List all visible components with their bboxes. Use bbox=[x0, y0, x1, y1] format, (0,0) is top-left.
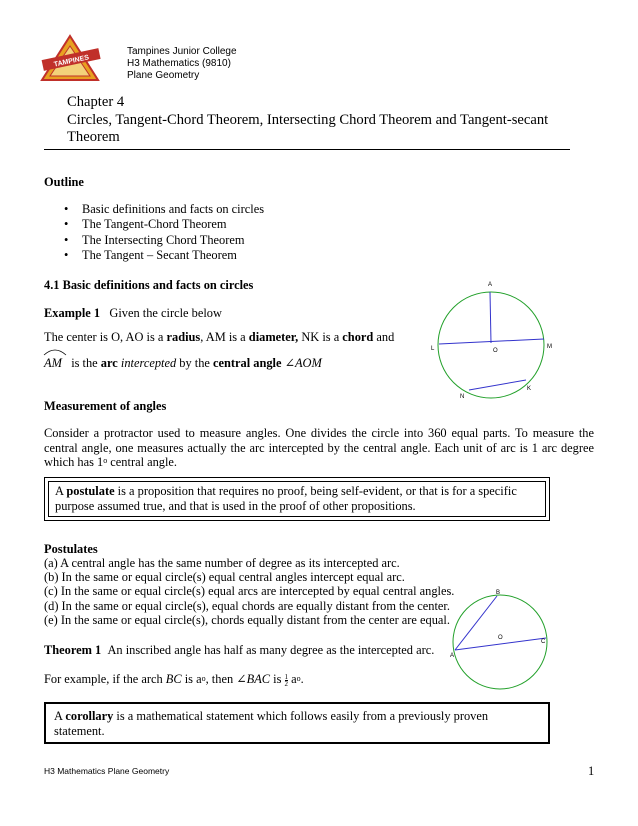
postulate-item: (a) A central angle has the same number of degree as its intercepted arc. bbox=[44, 556, 400, 570]
text-run: For example, if the arch bbox=[44, 672, 166, 686]
term-diameter: diameter, bbox=[248, 330, 299, 344]
text-run: is a bbox=[181, 672, 202, 686]
radius-ao bbox=[490, 292, 491, 343]
theorem1 bbox=[44, 643, 434, 658]
point-label-c: C bbox=[541, 639, 546, 645]
degree-sup: o bbox=[296, 674, 301, 683]
term-chord: chord bbox=[342, 330, 374, 344]
document-header bbox=[127, 46, 237, 82]
point-label-m: M bbox=[547, 344, 552, 350]
text-run: is the bbox=[71, 356, 101, 370]
example1-intro-line bbox=[44, 306, 222, 321]
chord-ab bbox=[455, 596, 497, 650]
diameter-lm bbox=[439, 339, 544, 344]
circle-diagram-1 bbox=[428, 276, 568, 404]
degree-sup: o bbox=[103, 456, 108, 465]
topic-name: Plane Geometry bbox=[127, 70, 200, 81]
postulate-item: (e) In the same or equal circle(s), chords equally distant from the center are equal. bbox=[44, 612, 450, 627]
example1-intro: Given the circle below bbox=[109, 306, 222, 320]
text-run: and bbox=[373, 330, 395, 344]
outline-item: • The Tangent – Secant Theorem bbox=[64, 248, 264, 263]
fraction-numerator: 1 bbox=[284, 672, 289, 681]
text-run: by the bbox=[176, 356, 213, 370]
arc-am-notation bbox=[44, 354, 62, 371]
circle-diagram-2 bbox=[446, 584, 556, 696]
course-name: H3 Mathematics (9810) bbox=[127, 58, 231, 69]
theorem1-label: Theorem 1 bbox=[44, 643, 102, 657]
section-heading: 4.1 Basic definitions and facts on circles bbox=[44, 278, 254, 292]
school-name: Tampines Junior College bbox=[127, 46, 237, 57]
fraction-denominator: 2 bbox=[284, 679, 289, 688]
term-arc: arc bbox=[100, 356, 118, 370]
text-run: , AM is a bbox=[200, 330, 249, 344]
term-radius: radius bbox=[166, 330, 201, 344]
text-run: The center is O, AO is a bbox=[44, 330, 167, 344]
point-label-o: O bbox=[498, 635, 503, 641]
text-run: central angle. bbox=[107, 455, 178, 469]
term-corollary: corollary bbox=[65, 709, 114, 723]
postulate-item: (d) In the same or equal circle(s), equal chords are equally distant from the center. bbox=[44, 598, 450, 613]
theorem1-text: An inscribed angle has half as many degree as the intercepted arc. bbox=[107, 643, 435, 657]
point-label-a: A bbox=[488, 282, 493, 288]
text-run: Consider a protractor used to measure angles. One divides the circle into 360 equal parts. To measure the central angle, one measures actually the arc intercepted by the central angle. Each unit of arc is 1 arc degree which has 1 bbox=[44, 426, 594, 469]
outline-item: • The Intersecting Chord Theorem bbox=[64, 233, 264, 248]
postulate-item: (c) In the same or equal circle(s) equal arcs are intercepted by equal central angles. bbox=[44, 584, 455, 599]
outline-item: • Basic definitions and facts on circles bbox=[64, 202, 264, 217]
text-run: A bbox=[55, 484, 67, 498]
chapter-number: Chapter 4 bbox=[67, 94, 125, 110]
example1-definitions bbox=[44, 330, 394, 345]
postulate-definition-box bbox=[44, 477, 550, 521]
text-run: a bbox=[288, 672, 297, 686]
point-label-a: A bbox=[450, 653, 455, 659]
text-run: is bbox=[270, 672, 285, 686]
point-label-b: B bbox=[496, 590, 501, 596]
inscribed-angle-example bbox=[44, 672, 304, 687]
arc-symbol bbox=[43, 348, 67, 356]
footer-text: H3 Mathematics Plane Geometry bbox=[44, 766, 170, 776]
text-run: NK is a bbox=[298, 330, 343, 344]
postulates-heading: Postulates bbox=[44, 542, 98, 556]
circle bbox=[438, 292, 544, 398]
term-postulate: postulate bbox=[66, 484, 115, 498]
point-label-o: O bbox=[493, 348, 498, 354]
chapter-heading bbox=[67, 94, 587, 147]
corollary-definition-box bbox=[44, 702, 550, 744]
outline-heading: Outline bbox=[44, 175, 84, 189]
arc-bc: BC bbox=[165, 672, 182, 686]
title-rule bbox=[44, 149, 570, 150]
text-run: A bbox=[54, 709, 66, 723]
chapter-title: Circles, Tangent-Chord Theorem, Intersecting Chord Theorem and Tangent-secant Theorem bbox=[67, 111, 549, 145]
postulate-item: (b) In the same or equal circle(s) equal central angles intercept equal arc. bbox=[44, 570, 405, 585]
term-intercepted: intercepted bbox=[120, 356, 177, 370]
example1-label: Example 1 bbox=[44, 306, 101, 320]
measurement-heading: Measurement of angles bbox=[44, 399, 167, 413]
text-run: , then bbox=[205, 672, 237, 686]
example1-arc-line bbox=[44, 354, 322, 371]
point-label-k: K bbox=[527, 386, 532, 392]
angle-aom: ∠AOM bbox=[284, 356, 322, 370]
circle bbox=[453, 595, 547, 689]
point-label-n: N bbox=[460, 394, 465, 400]
postulate-definition bbox=[55, 484, 535, 513]
arc-label: AM bbox=[44, 356, 62, 370]
page-number: 1 bbox=[588, 764, 595, 778]
outline-item: • The Tangent-Chord Theorem bbox=[64, 217, 264, 232]
point-label-l: L bbox=[431, 346, 435, 352]
text-run: . bbox=[300, 672, 304, 686]
measurement-paragraph bbox=[44, 426, 594, 470]
postulates-list bbox=[44, 556, 454, 627]
corollary-definition bbox=[54, 709, 534, 738]
degree-sup: o bbox=[201, 674, 206, 683]
chord-nk bbox=[469, 380, 526, 390]
logo-text: TAMPINES bbox=[53, 54, 90, 69]
text-run: is a proposition that requires no proof, being self-evident, or that is for a specific purpose assumed true, and that is used in the proof of other propositions. bbox=[55, 484, 517, 513]
term-central-angle: central angle bbox=[213, 356, 282, 370]
school-logo bbox=[40, 34, 102, 84]
text-run: is a mathematical statement which follows easily from a previously proven statement. bbox=[54, 709, 489, 738]
outline-list bbox=[64, 202, 264, 264]
angle-bac: ∠BAC bbox=[236, 672, 271, 686]
